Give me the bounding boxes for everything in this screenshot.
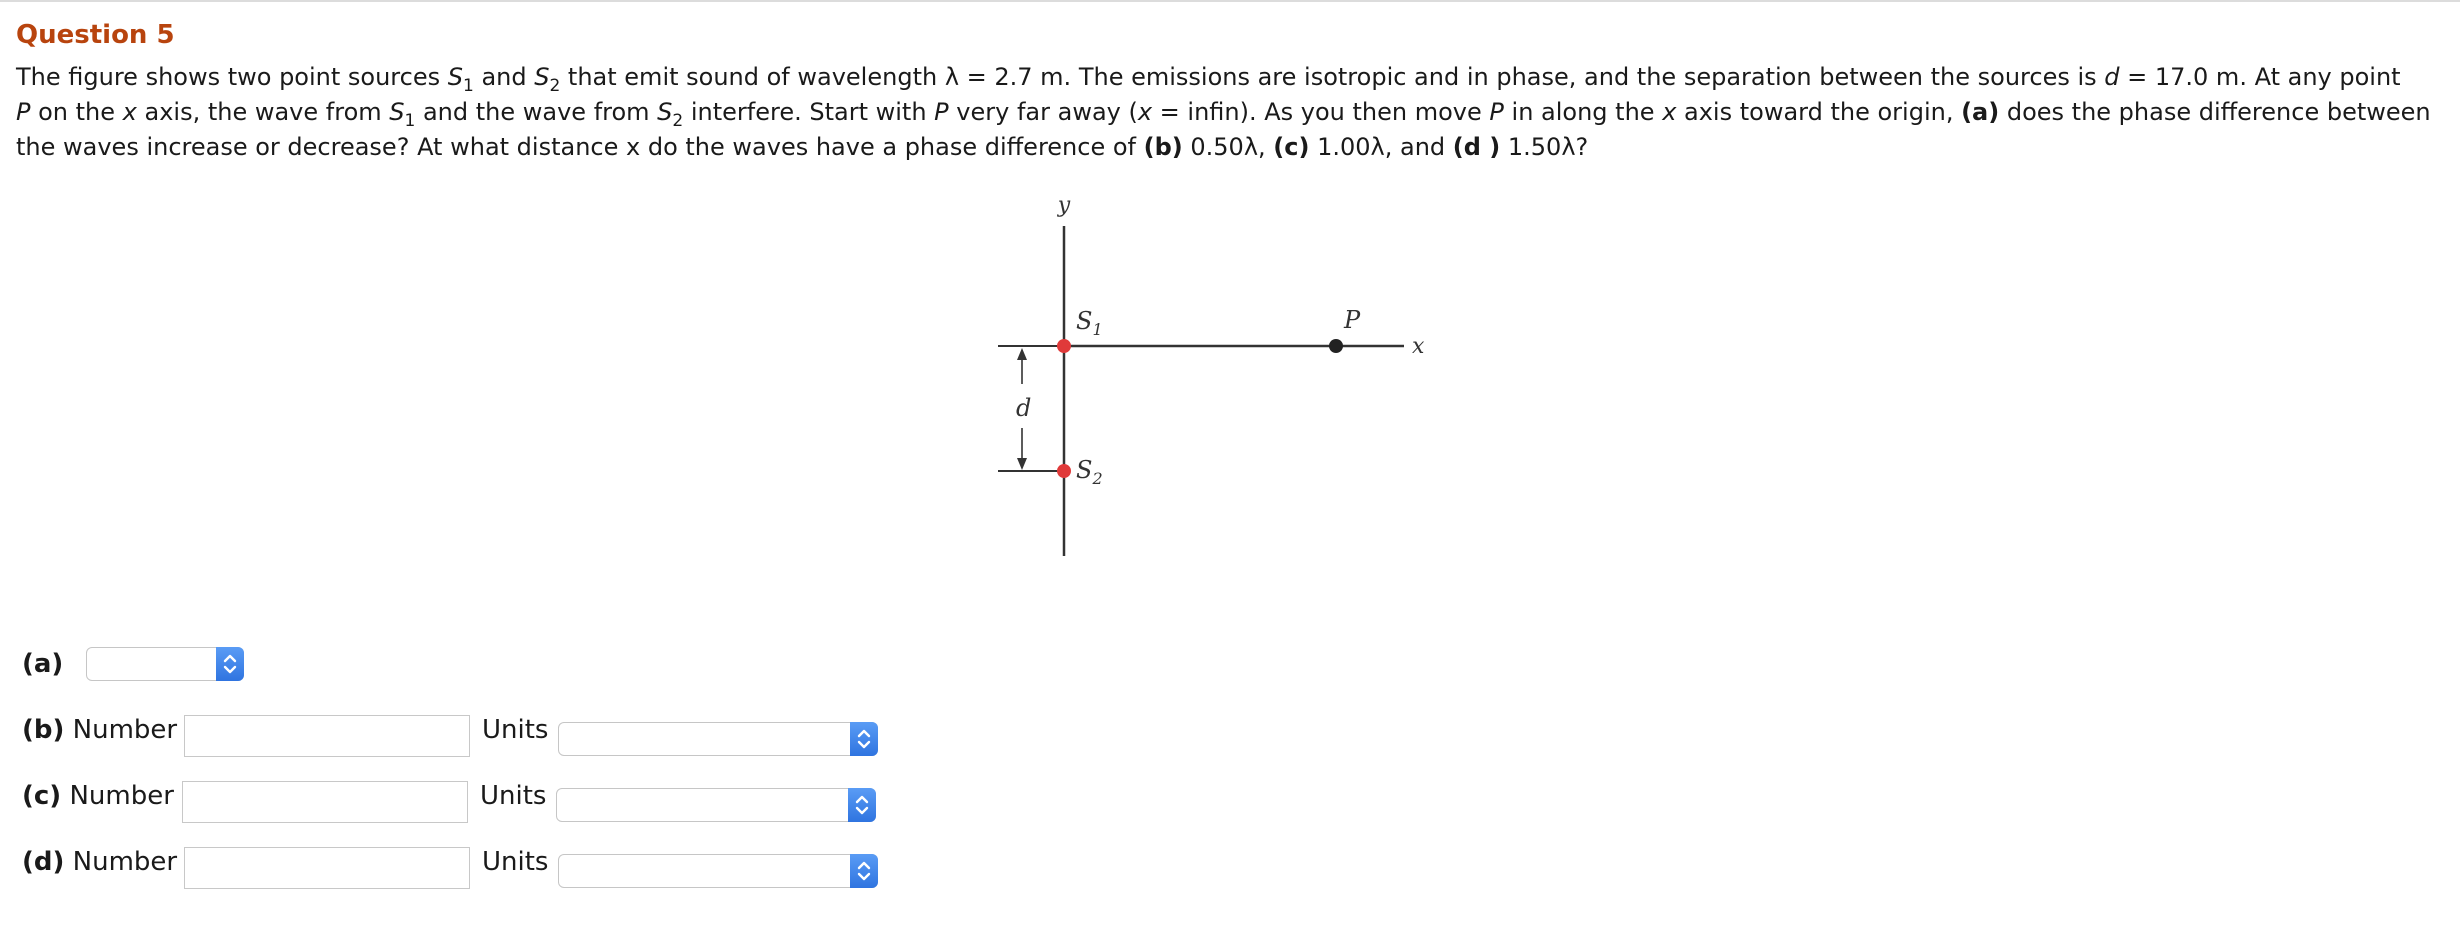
part-d-label: (d) Number (22, 847, 178, 877)
chevron-up-down-icon (216, 647, 244, 681)
units-label-b: Units (482, 715, 549, 745)
source-s1-dot (1057, 339, 1071, 353)
question-title: Question 5 (16, 20, 175, 50)
select-arrow-button[interactable] (848, 788, 876, 822)
point-p-dot (1329, 339, 1343, 353)
number-input-b[interactable] (184, 715, 470, 757)
part-b-label: (b) Number (22, 715, 178, 745)
chevron-up-down-icon (850, 722, 878, 756)
s1-label: $S_1$ (1076, 307, 1103, 339)
units-select-c[interactable] (556, 788, 876, 822)
chevron-up-down-icon (848, 788, 876, 822)
d-arrowhead-up (1017, 348, 1027, 360)
source-s2-dot (1057, 464, 1071, 478)
part-a-label: (a) (22, 649, 64, 679)
answer-row-b (22, 708, 882, 752)
d-arrowhead-down (1017, 458, 1027, 470)
chevron-up-down-icon (850, 854, 878, 888)
x-axis-label: x (1412, 334, 1425, 359)
answer-row-d (22, 840, 882, 884)
direction-select[interactable] (86, 647, 244, 681)
sources-figure (980, 188, 1430, 568)
question-text: The figure shows two point sources $S_1$ and $S_2$ that emit sound of wavelength λ = 2.7 m. The emissions are isotropic and in phase, and the separation between the sources is d = 17.0 m. At any point P on the x axis, the wave from $S_1$ and the wave from $S_2$ interfere. Start with P very far away (x = infin). As you then move P in along the x axis toward the origin, (a) does the phase difference between the waves increase or decrease? At what distance x do the waves have a phase difference of (b) 0.50λ, (c) 1.00λ, and (d ) 1.50λ? (16, 63, 2431, 161)
y-axis-label: y (1057, 193, 1071, 218)
s2-label: $S_2$ (1076, 456, 1103, 488)
units-select-d[interactable] (558, 854, 878, 888)
answer-row-a (22, 642, 262, 686)
d-label: d (1016, 394, 1032, 422)
units-select-b[interactable] (558, 722, 878, 756)
part-c-label: (c) Number (22, 781, 174, 811)
units-label-d: Units (482, 847, 549, 877)
select-arrow-button[interactable] (216, 647, 244, 681)
number-input-c[interactable] (182, 781, 468, 823)
figure-svg (980, 188, 1430, 568)
select-arrow-button[interactable] (850, 722, 878, 756)
units-label-c: Units (480, 781, 547, 811)
select-arrow-button[interactable] (850, 854, 878, 888)
top-border (0, 0, 2460, 2)
p-label: P (1344, 306, 1361, 334)
number-input-d[interactable] (184, 847, 470, 889)
answer-row-c (22, 774, 882, 818)
